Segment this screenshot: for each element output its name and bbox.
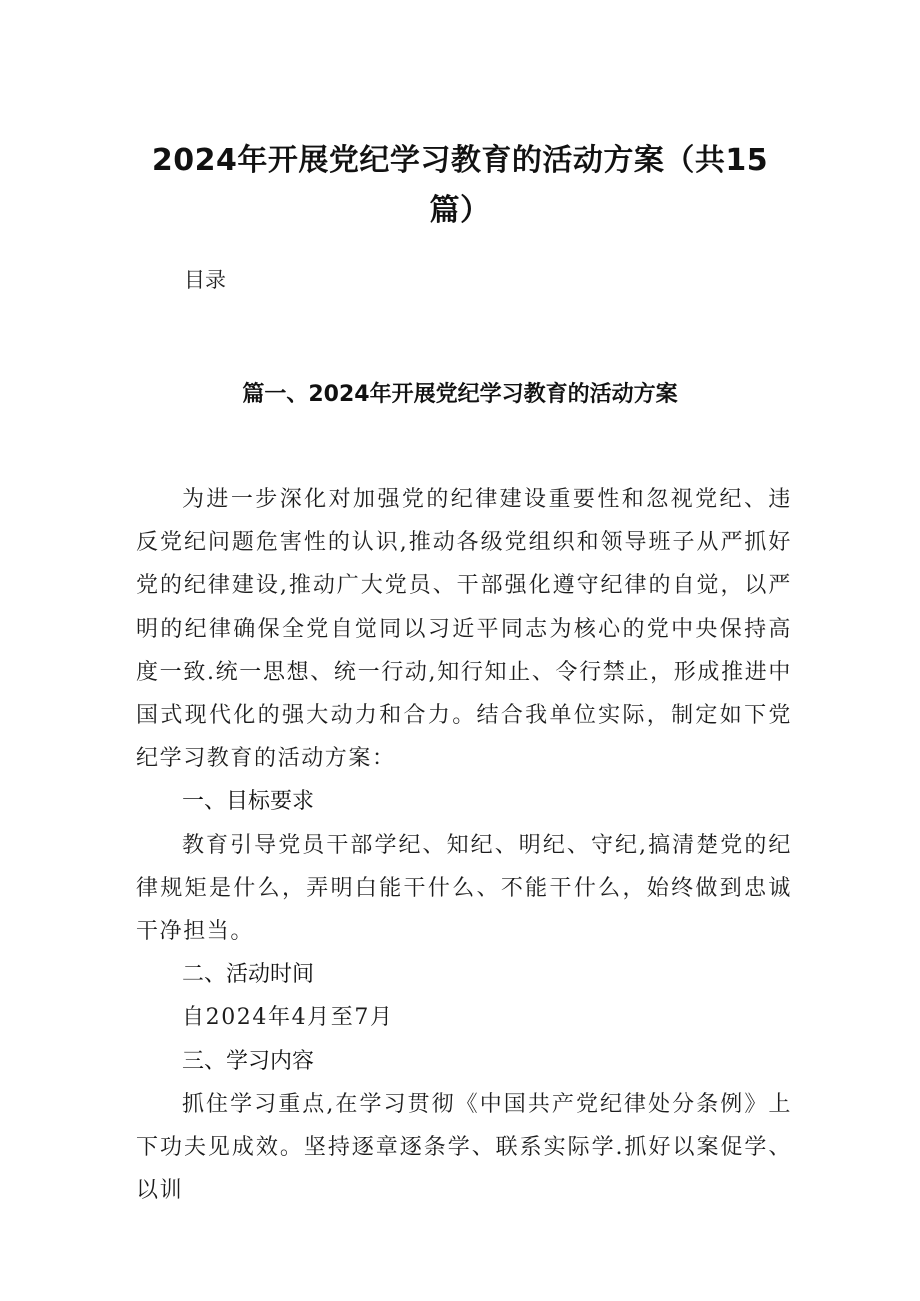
section-heading-content: 三、学习内容 (182, 1048, 315, 1074)
chapter-title: 篇一、2024年开展党纪学习教育的活动方案 (242, 382, 678, 407)
document-title: 2024年开展党纪学习教育的活动方案（共15篇） (151, 143, 769, 228)
section-text-content: 抓住学习重点,在学习贯彻《中国共产党纪律处分条例》上下功夫见成效。坚持逐章逐条学、联系实际学.抓好以案促学、以训 (136, 1091, 792, 1204)
table-of-contents-label: 目录 (184, 268, 226, 292)
section-heading-schedule: 二、活动时间 (182, 962, 315, 988)
intro-paragraph: 为进一步深化对加强党的纪律建设重要性和忽视党纪、违反党纪问题危害性的认识,推动各级党组织和领导班子从严抓好党的纪律建设,推动广大党员、干部强化遵守纪律的自觉，以严明的纪律确保全党自觉同以习近平同志为核心的党中央保持高度一致.统一思想、统一行动,知行知止、令行禁止，形成推进中国式现代化的强大动力和合力。结合我单位实际，制定如下党纪学习教育的活动方案： (136, 487, 792, 772)
section-text-goals: 教育引导党员干部学纪、知纪、明纪、守纪,搞清楚党的纪律规矩是什么，弄明白能干什么、不能干什么，始终做到忠诚干净担当。 (136, 832, 792, 945)
section-heading-goals: 一、目标要求 (182, 789, 315, 815)
document-body (136, 478, 792, 1212)
section-text-schedule: 自2024年4月至7月 (182, 1005, 394, 1031)
